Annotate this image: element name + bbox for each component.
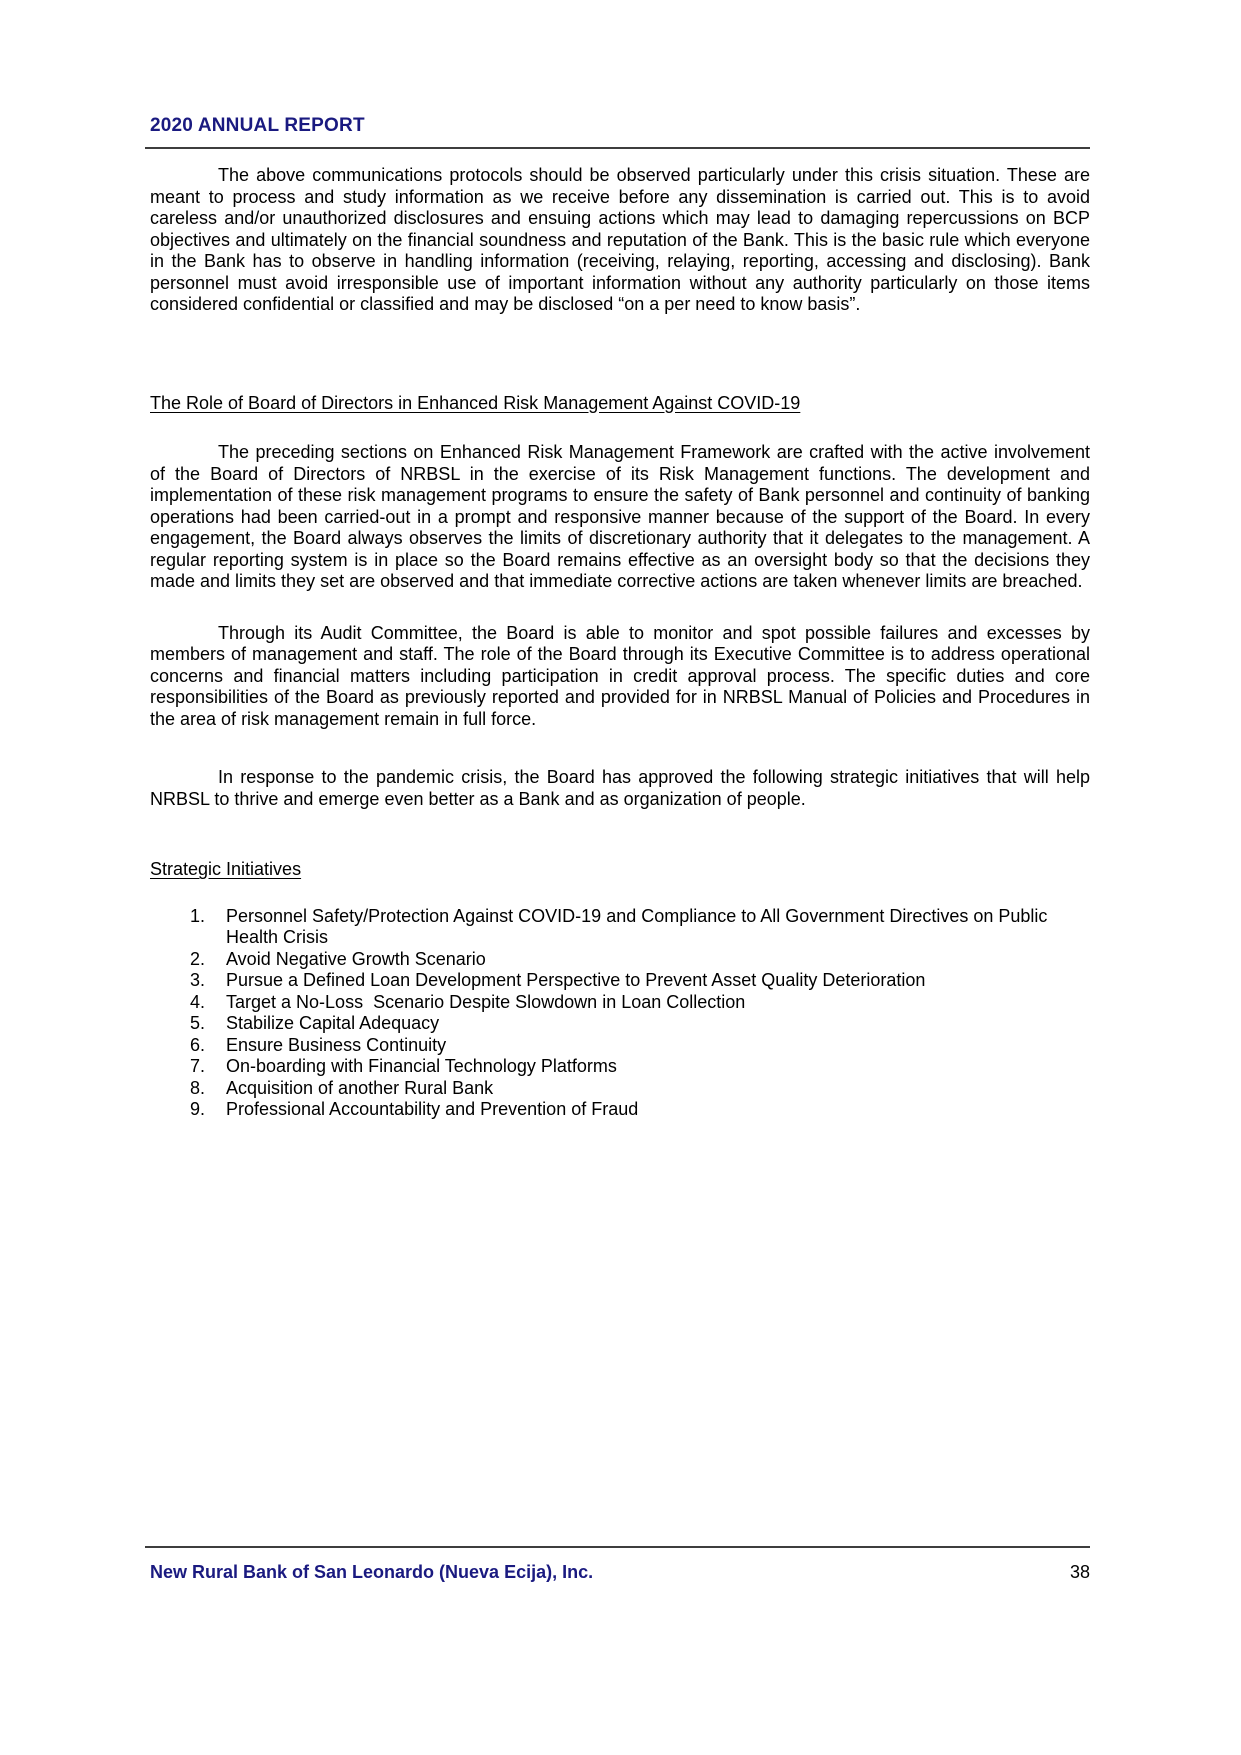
- paragraph-communications-protocols: The above communications protocols should be observed particularly under this crisis situation. These are meant to process and study information as we receive before any dissemination is carried out. This is to avoid careless and/or unauthorized disclosures and ensuing actions which may lead to damaging repercussions on BCP objectives and ultimately on the financial soundness and reputation of the Bank. This is the basic rule which everyone in the Bank has to observe in handling information (receiving, relaying, reporting, accessing and disclosing). Bank personnel must avoid irresponsible use of important information without any authority particularly on those items considered confidential or classified and may be disclosed “on a per need to know basis”.: [150, 165, 1090, 314]
- list-item-number: 2.: [190, 948, 206, 969]
- list-item-text: Personnel Safety/Protection Against COVID-19 and Compliance to All Government Directives on Public Health Crisis: [226, 905, 1053, 947]
- strategic-initiatives-list: [150, 906, 1090, 1121]
- list-item: [190, 1078, 1090, 1100]
- footer-page-number: 38: [1069, 1562, 1090, 1582]
- list-item-number: 8.: [190, 1077, 206, 1098]
- list-item: [190, 1013, 1090, 1035]
- list-item-text: Avoid Negative Growth Scenario: [226, 948, 486, 969]
- header-rule: [145, 147, 1090, 149]
- report-header-title: 2020 ANNUAL REPORT: [150, 115, 365, 136]
- footer-bank-name: New Rural Bank of San Leonardo (Nueva Ecija), Inc.: [150, 1562, 594, 1582]
- paragraph-pandemic-response: In response to the pandemic crisis, the Board has approved the following strategic initiatives that will help NRBSL to thrive and emerge even better as a Bank and as organization of people.: [150, 767, 1090, 809]
- list-item-number: 7.: [190, 1056, 206, 1076]
- list-item: [190, 1056, 1090, 1078]
- list-item-number: 9.: [190, 1099, 206, 1119]
- list-item-number: 5.: [190, 1013, 206, 1033]
- section-heading-board-role: The Role of Board of Directors in Enhanced Risk Management Against COVID-19: [150, 392, 801, 413]
- paragraph-audit-committee: Through its Audit Committee, the Board is able to monitor and spot possible failures and excesses by members of management and staff. The role of the Board through its Executive Committee is to address operational concerns and financial matters including participation in credit approval process. The specific duties and core responsibilities of the Board as previously reported and provided for in NRBSL Manual of Policies and Procedures in the area of risk management remain in full force.: [150, 622, 1090, 729]
- list-item-text: Professional Accountability and Prevention of Fraud: [226, 1099, 639, 1119]
- list-item-text: Stabilize Capital Adequacy: [226, 1013, 440, 1033]
- list-item-number: 3.: [190, 970, 206, 990]
- section-heading-strategic-initiatives: Strategic Initiatives: [150, 859, 302, 879]
- list-item: [190, 992, 1090, 1014]
- page-footer: [145, 1546, 1090, 1583]
- list-item: [190, 906, 1090, 949]
- list-item-text: Target a No-Loss Scenario Despite Slowdown in Loan Collection: [226, 991, 746, 1012]
- list-item-number: 6.: [190, 1034, 206, 1055]
- list-item: [190, 970, 1090, 992]
- list-item: [190, 1099, 1090, 1121]
- list-item-number: 1.: [190, 905, 206, 926]
- footer-rule: [145, 1546, 1090, 1548]
- list-item-text: Ensure Business Continuity: [226, 1034, 447, 1055]
- list-item-text: Acquisition of another Rural Bank: [226, 1077, 494, 1098]
- list-item: [190, 949, 1090, 971]
- list-item-text: Pursue a Defined Loan Development Perspective to Prevent Asset Quality Deterioration: [226, 970, 926, 990]
- list-item: [190, 1035, 1090, 1057]
- list-item-number: 4.: [190, 991, 206, 1012]
- list-item-text: On-boarding with Financial Technology Platforms: [226, 1056, 617, 1076]
- paragraph-board-involvement: The preceding sections on Enhanced Risk Management Framework are crafted with the active involvement of the Board of Directors of NRBSL in the exercise of its Risk Management functions. The development and implementation of these risk management programs to ensure the safety of Bank personnel and continuity of banking operations had been carried-out in a prompt and responsive manner because of the support of the Board. In every engagement, the Board always observes the limits of discretionary authority that it delegates to the management. A regular reporting system is in place so the Board remains effective as an oversight body so that the decisions they made and limits they set are observed and that immediate corrective actions are taken whenever limits are breached.: [150, 442, 1090, 591]
